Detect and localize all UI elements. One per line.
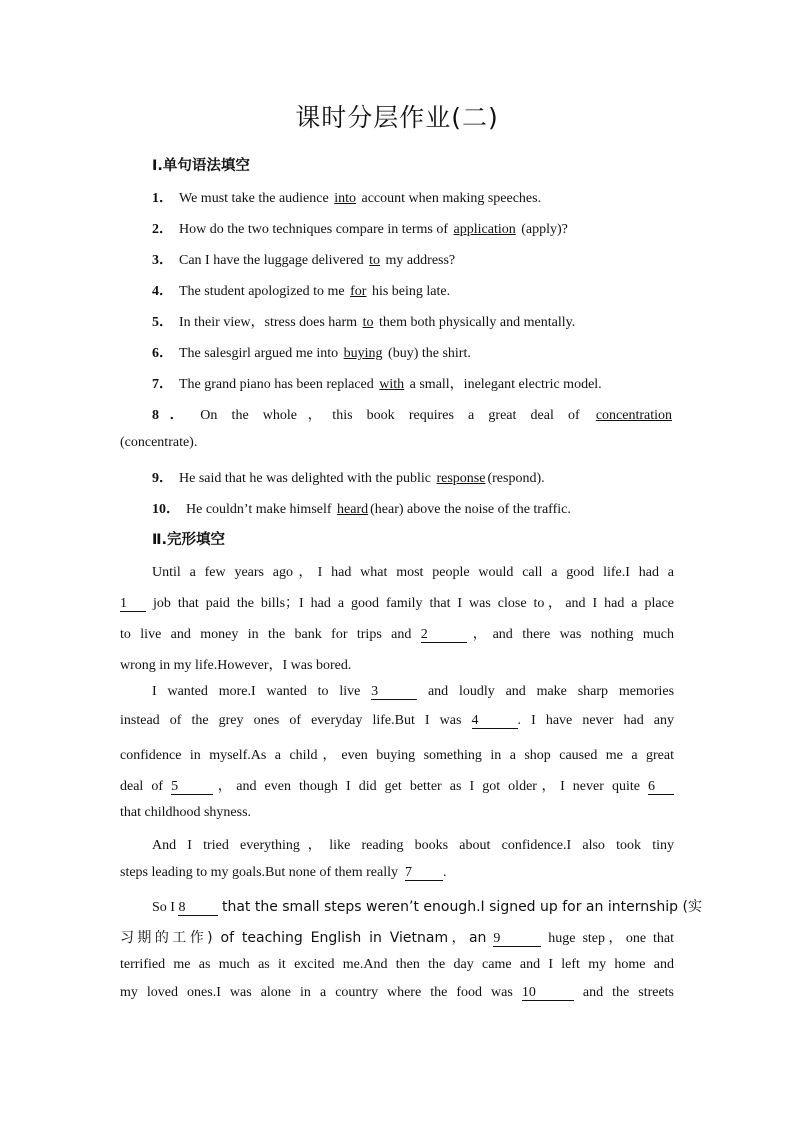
- grammar-item-3: [152, 249, 455, 269]
- item-text: account when making speeches.: [357, 191, 542, 206]
- passage-line: [152, 896, 702, 916]
- grammar-item-2: [152, 218, 568, 238]
- grammar-item-4: [152, 280, 450, 300]
- passage-text: that the small steps weren’t enough.I signed up for an internship (实: [221, 899, 702, 915]
- cloze-blank-10: 10: [522, 986, 574, 1001]
- item-text: my address?: [382, 253, 456, 268]
- passage-text: ，and even though I did get better as I got older，I never quite: [213, 779, 640, 794]
- passage-line: [120, 623, 674, 643]
- item-text: (respond).: [487, 471, 545, 486]
- cloze-blank-2: 2: [421, 628, 467, 643]
- passage-line: that childhood shyness.: [120, 805, 252, 820]
- item-text: them both physically and mentally.: [375, 315, 576, 330]
- passage-text: 习期的工作) of teaching English in Vietnam，an: [120, 930, 487, 946]
- cloze-blank-7: 7: [405, 866, 443, 881]
- page-title: 课时分层作业(二): [295, 103, 499, 132]
- item-answer: heard: [337, 502, 369, 517]
- grammar-item-8-continued: (concentrate).: [120, 435, 198, 450]
- item-text: He couldn’t make himself: [186, 502, 336, 517]
- passage-text: ，and there was nothing much: [466, 627, 675, 642]
- passage-line: [120, 713, 674, 729]
- item-text: On the whole，this book requires a great deal of: [200, 408, 594, 423]
- item-text: Can I have the luggage delivered: [179, 253, 368, 268]
- item-number: 1．: [152, 191, 173, 206]
- passage-text: huge step，one that: [548, 931, 674, 946]
- passage-text: .: [443, 865, 447, 880]
- item-text: The salesgirl argued me into: [179, 346, 342, 361]
- item-number: 10．: [152, 502, 180, 517]
- item-answer: application: [453, 222, 516, 237]
- cloze-blank-4: 4: [472, 714, 518, 729]
- item-text: The grand piano has been replaced: [179, 377, 378, 392]
- section-grammar-heading: Ⅰ.单句语法填空: [152, 158, 250, 174]
- cloze-blank-6: 6: [648, 780, 674, 795]
- passage-line: [120, 865, 674, 881]
- item-text: The student apologized to me: [179, 284, 349, 299]
- item-text: (hear) above the noise of the traffic.: [370, 502, 571, 517]
- item-number: 5．: [152, 315, 173, 330]
- passage-text: to live and money in the bank for trips and: [120, 627, 412, 642]
- passage-text: So I: [152, 900, 175, 915]
- passage-line: [120, 775, 674, 795]
- passage-line: [120, 592, 674, 612]
- item-answer: into: [334, 191, 356, 206]
- passage-line: confidence in myself.As a child，even buying something in a shop caused me a great: [120, 748, 674, 763]
- passage-text: steps leading to my goals.But none of them really: [120, 865, 399, 880]
- section-cloze-heading: Ⅱ.完形填空: [152, 532, 226, 548]
- passage-line: Until a few years ago，I had what most people would call a good life.I had a: [152, 565, 674, 580]
- passage-text: job that paid the bills；I had a good family that I was close to，and I had a place: [152, 596, 675, 611]
- item-answer: concentration: [595, 408, 673, 423]
- item-text: (apply)?: [517, 222, 568, 237]
- passage-text: instead of the grey ones of everyday life.But I was: [120, 713, 462, 728]
- item-number: 4．: [152, 284, 173, 299]
- cloze-blank-1: 1: [120, 597, 146, 612]
- grammar-item-1: [152, 187, 541, 207]
- item-answer: with: [379, 377, 405, 392]
- passage-line: wrong in my life.However，I was bored.: [120, 658, 352, 673]
- grammar-item-9: [152, 467, 545, 487]
- passage-text: . I have never had any: [517, 713, 675, 728]
- item-number: 6．: [152, 346, 173, 361]
- item-text: How do the two techniques compare in terms of: [179, 222, 452, 237]
- grammar-item-7: [152, 373, 602, 393]
- passage-text: I wanted more.I wanted to live: [152, 684, 361, 699]
- item-text: (buy) the shirt.: [384, 346, 471, 361]
- item-number: 9．: [152, 471, 173, 486]
- passage-text: deal of: [120, 779, 164, 794]
- item-answer: for: [350, 284, 367, 299]
- item-text: He said that he was delighted with the public: [179, 471, 435, 486]
- item-number: 3．: [152, 253, 173, 268]
- grammar-item-6: [152, 342, 471, 362]
- item-text: We must take the audience: [179, 191, 333, 206]
- item-number: 2．: [152, 222, 173, 237]
- grammar-item-10: [152, 498, 571, 518]
- passage-line: [152, 684, 674, 700]
- cloze-blank-8: 8: [178, 901, 218, 916]
- passage-line: [120, 927, 674, 947]
- item-text: In their view，stress does harm: [179, 315, 361, 330]
- cloze-blank-3: 3: [371, 685, 417, 700]
- item-text: a small，inelegant electric model.: [406, 377, 602, 392]
- item-number: 8．: [152, 408, 195, 423]
- passage-line: [120, 985, 674, 1001]
- passage-line: terrified me as much as it excited me.And then the day came and I left my home and: [120, 957, 674, 972]
- item-answer: response: [436, 471, 486, 486]
- passage-text: and loudly and make sharp memories: [427, 684, 675, 699]
- passage-text: my loved ones.I was alone in a country where the food was: [120, 985, 513, 1000]
- item-text: his being late.: [368, 284, 451, 299]
- item-answer: buying: [343, 346, 383, 361]
- passage-line: And I tried everything，like reading books about confidence.I also took tiny: [152, 838, 674, 853]
- cloze-blank-9: 9: [493, 932, 541, 947]
- item-answer: to: [362, 315, 374, 330]
- cloze-blank-5: 5: [171, 780, 213, 795]
- item-answer: to: [369, 253, 381, 268]
- item-number: 7．: [152, 377, 173, 392]
- grammar-item-5: [152, 311, 575, 331]
- passage-text: and the streets: [582, 985, 675, 1000]
- grammar-item-8: [152, 404, 674, 424]
